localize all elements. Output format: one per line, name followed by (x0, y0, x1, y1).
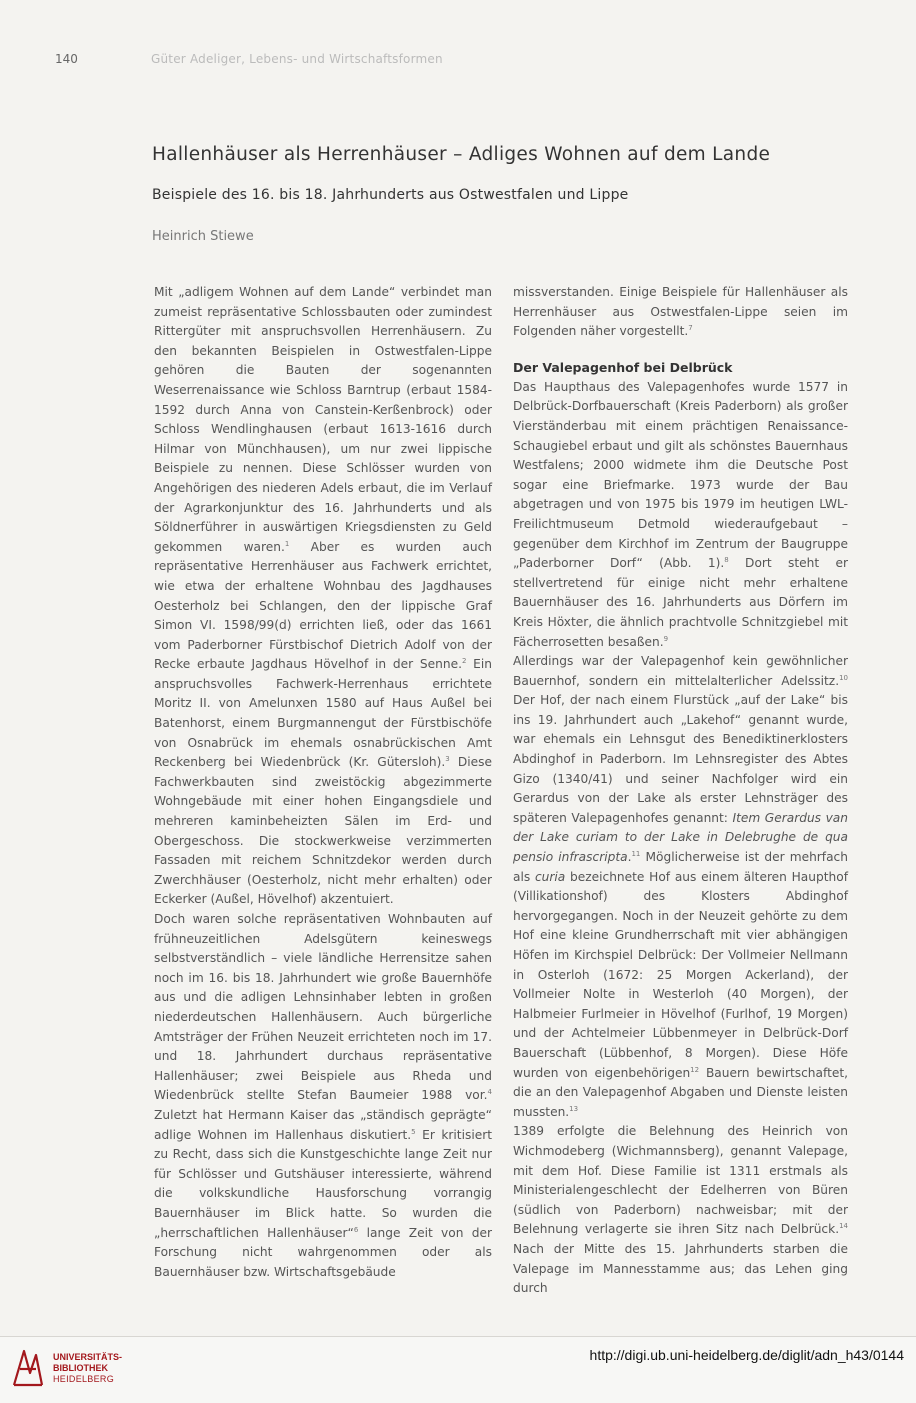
right-column (513, 283, 848, 1299)
footnote-ref[interactable]: 8 (724, 556, 729, 565)
footnote-ref[interactable]: 2 (461, 657, 467, 666)
article-title: Hallenhäuser als Herrenhäuser – Adliges Wohnen auf dem Lande (152, 144, 771, 165)
running-head: Güter Adeliger, Lebens- und Wirtschaftsformen (151, 52, 443, 66)
paragraph: Allerdings war der Valepagenhof kein gewöhnlicher Bauernhof, sondern ein mittelalterlicher Adelssitz.$^{10}$ Der Hof, der nach einem Flurstück „auf der Lake“ bis ins 19. Jahrhundert auch „Lakehof“ genannt wurde, war ehemals ein Lehnsgut des Benediktinerklosters Abdinghof in Paderborn. Im Lehnsregister des Abtes Gizo (1340/41) und seiner Nachfolger wird ein Gerardus von der Lake als erster Lehnsträger des späteren Valepagenhofes genannt: Item Gerardus van der Lake curiam to der Lake in Delebrughe de qua pensio infrascripta.$^{11}$ Möglicherweise ist der mehrfach als curia bezeichnete Hof aus einem älteren Haupthof (Villikationshof) des Klosters Abdinghof hervorgegangen. Noch in der Neuzeit gehörte zu dem Hof eine kleine Grundherrschaft mit vier abhängigen Höfen im Kirchspiel Delbrück: Der Vollmeier Nellmann in Osterloh (1672: 25 Morgen Ackerland), der Vollmeier Nolte in Westerloh (40 Morgen), der Halbmeier Furlmeier in Hövelhof (Furlhof, 19 Morgen) und der Achtelmeier Lübbenmeyer in Delbrück-Dorf Bauerschaft (Lübbenhof, 8 Morgen). Diese Höfe wurden von eigenbehörigen$^{12}$ Bauern bewirtschaftet, die an den Valepagenhof Abgaben und Dienste leisten mussten.$^{13}$ (513, 654, 849, 1119)
footnote-ref[interactable]: 5 (411, 1127, 416, 1136)
library-name: UNIVERSITÄTS- BIBLIOTHEK HEIDELBERG (53, 1352, 123, 1384)
footnote-ref[interactable]: 7 (688, 324, 693, 333)
footnote-ref[interactable]: 13 (569, 1104, 579, 1113)
footnote-ref[interactable]: 9 (663, 634, 669, 643)
paragraph: Das Haupthaus des Valepagenhofes wurde 1577 in Delbrück-Dorfbauerschaft (Kreis Paderborn) als großer Vierständerbau mit einem prächtigen Renaissance-Schaugiebel erbaut und gilt als schönstes Bauernhaus Westfalens; 2000 widmete ihm die Deutsche Post sogar eine Briefmarke. 1973 wurde der Bau abgetragen und von 1975 bis 1979 im heutigen LWL-Freilichtmuseum Detmold wiederaufgebaut – gegenüber dem Kirchhof im Zentrum der Baugruppe „Paderborner Dorf“ (Abb. 1).$^8$ Dort steht er stellvertretend für einige nicht mehr erhaltene Bauernhäuser des 16. Jahrhunderts aus Dörfern im Kreis Höxter, die ähnlich prachtvolle Schnitzgiebel mit Fächerrosetten besaßen.$^9$ (513, 379, 848, 649)
section-heading: Der Valepagenhof bei Delbrück (513, 359, 733, 375)
latin-term: curia (534, 869, 566, 884)
footnote-ref[interactable]: 6 (353, 1225, 359, 1234)
latin-quote: Item Gerardus van der Lake curiam to der Lake in Delebrughe de qua pensio infrascripta (513, 810, 849, 865)
library-logo-icon (10, 1345, 46, 1391)
paragraph: Mit „adligem Wohnen auf dem Lande“ verbindet man zumeist repräsentative Schlossbauten oder zumindest Rittergüter mit anspruchsvollen Herrenhäusern. Zu den bekannten Beispielen in Ostwestfalen-Lippe gehören die Bauten der sogenannten Weserrenaissance wie Schloss Barntrup (erbaut 1584-1592 durch Anna von Canstein-Kerßenbrock) oder Schloss Wendlinghausen (erbaut 1613-1616 durch Hilmar von Münchhausen), um nur zwei lippische Beispiele zu nennen. Diese Schlösser wurden von Angehörigen des niederen Adels erbaut, die im Verlauf der Agrarkonjunktur des 16. Jahrhunderts und als Söldnerführer in auswärtigen Kriegsdiensten zu Geld gekommen waren.$^1$ Aber es wurden auch repräsentative Herrenhäuser aus Fachwerk errichtet, wie etwa der erhaltene Wohnbau des Jagdhauses Oesterholz bei Schlangen, den der lippische Graf Simon VI. 1598/99(d) errichten ließ, oder das 1661 vom Paderborner Fürstbischof Dietrich Adolf von der Recke erbaute Jagdhaus Hövelhof in der Senne.$^2$ Ein anspruchsvolles Fachwerk-Herrenhaus errichtete Moritz II. von Amelunxen 1580 auf Haus Außel bei Batenhorst, einem Burgmannengut der Fürstbischöfe von Osnabrück im ehemals osnabrückischen Amt Reckenberg bei Wiedenbrück (Kr. Gütersloh).$^3$ Diese Fachwerkbauten sind zweistöckig abgezimmerte Wohngebäude mit einer hohen Eingangsdiele und mehreren kaminbeheizten Sälen im Erd- und Obergeschoss. Die stockwerkweise verzimmerten Fassaden mit reichem Schnitzdekor werden durch Zwerchhäuser (Oesterholz, nicht mehr erhalten) oder Eckerker (Außel, Hövelhof) akzentuiert. (154, 285, 493, 907)
footnote-ref[interactable]: 14 (839, 1222, 848, 1231)
paragraph: 1389 erfolgte die Belehnung des Heinrich von Wichmodeberg (Wichmannsberg), genannt Valepage, mit dem Hof. Diese Familie ist 1311 erstmals als Ministerialengeschlecht der Edelherren von Büren (südlich von Paderborn) nachweisbar; mit der Belehnung verlagerte sie ihren Sitz nach Delbrück.$^{14}$ Nach der Mitte des 15. Jahrhunderts starben die Valepage im Mannesstamme aus; das Lehen ging durch (513, 1124, 848, 1296)
article-subtitle: Beispiele des 16. bis 18. Jahrhunderts aus Ostwestfalen und Lippe (152, 187, 629, 203)
paragraph: Doch waren solche repräsentativen Wohnbauten auf frühneuzeitlichen Adelsgütern keineswegs selbstverständlich – viele ländliche Herrensitze sahen noch im 16. bis 18. Jahrhundert wie große Bauernhöfe aus und die adligen Lehnsinhaber lebten in großen niederdeutschen Hallenhäusern. Auch bürgerliche Amtsträger der Frühen Neuzeit errichteten noch im 17. und 18. Jahrhundert durchaus repräsentative Hallenhäuser; zwei Beispiele aus Rheda und Wiedenbrück stellte Stefan Baumeier 1988 vor.$^4$ Zuletzt hat Hermann Kaiser das „ständisch geprägte“ adlige Wohnen im Hallenhaus diskutiert.$^5$ Er kritisiert zu Recht, dass sich die Kunstgeschichte lange Zeit nur für Schlösser und Gutshäuser interessierte, während die volkskundliche Hausforschung vorrangig Bauernhäuser im Blick hatte. So wurden die „herrschaftlichen Hallenhäuser“$^6$ lange Zeit von der Forschung nicht wahrgenommen oder als Bauernhäuser bzw. Wirtschaftsgebäude (154, 912, 492, 1279)
footnote-ref[interactable]: 11 (631, 849, 641, 858)
footnote-ref[interactable]: 10 (839, 673, 848, 682)
footnote-ref[interactable]: 4 (487, 1088, 492, 1097)
paragraph: missverstanden. Einige Beispiele für Hallenhäuser als Herrenhäuser aus Ostwestfalen-Lippe seien im Folgenden näher vorgestellt.$^7$ (513, 285, 848, 339)
footnote-ref[interactable]: 3 (445, 755, 450, 764)
footnote-ref[interactable]: 12 (690, 1065, 700, 1074)
page-number: 140 (55, 52, 78, 66)
source-url-link[interactable]: http://digi.ub.uni-heidelberg.de/diglit/adn_h43/0144 (589, 1347, 904, 1363)
footnote-ref[interactable]: 1 (284, 539, 290, 548)
left-column (154, 283, 492, 1282)
article-author: Heinrich Stiewe (152, 229, 254, 244)
